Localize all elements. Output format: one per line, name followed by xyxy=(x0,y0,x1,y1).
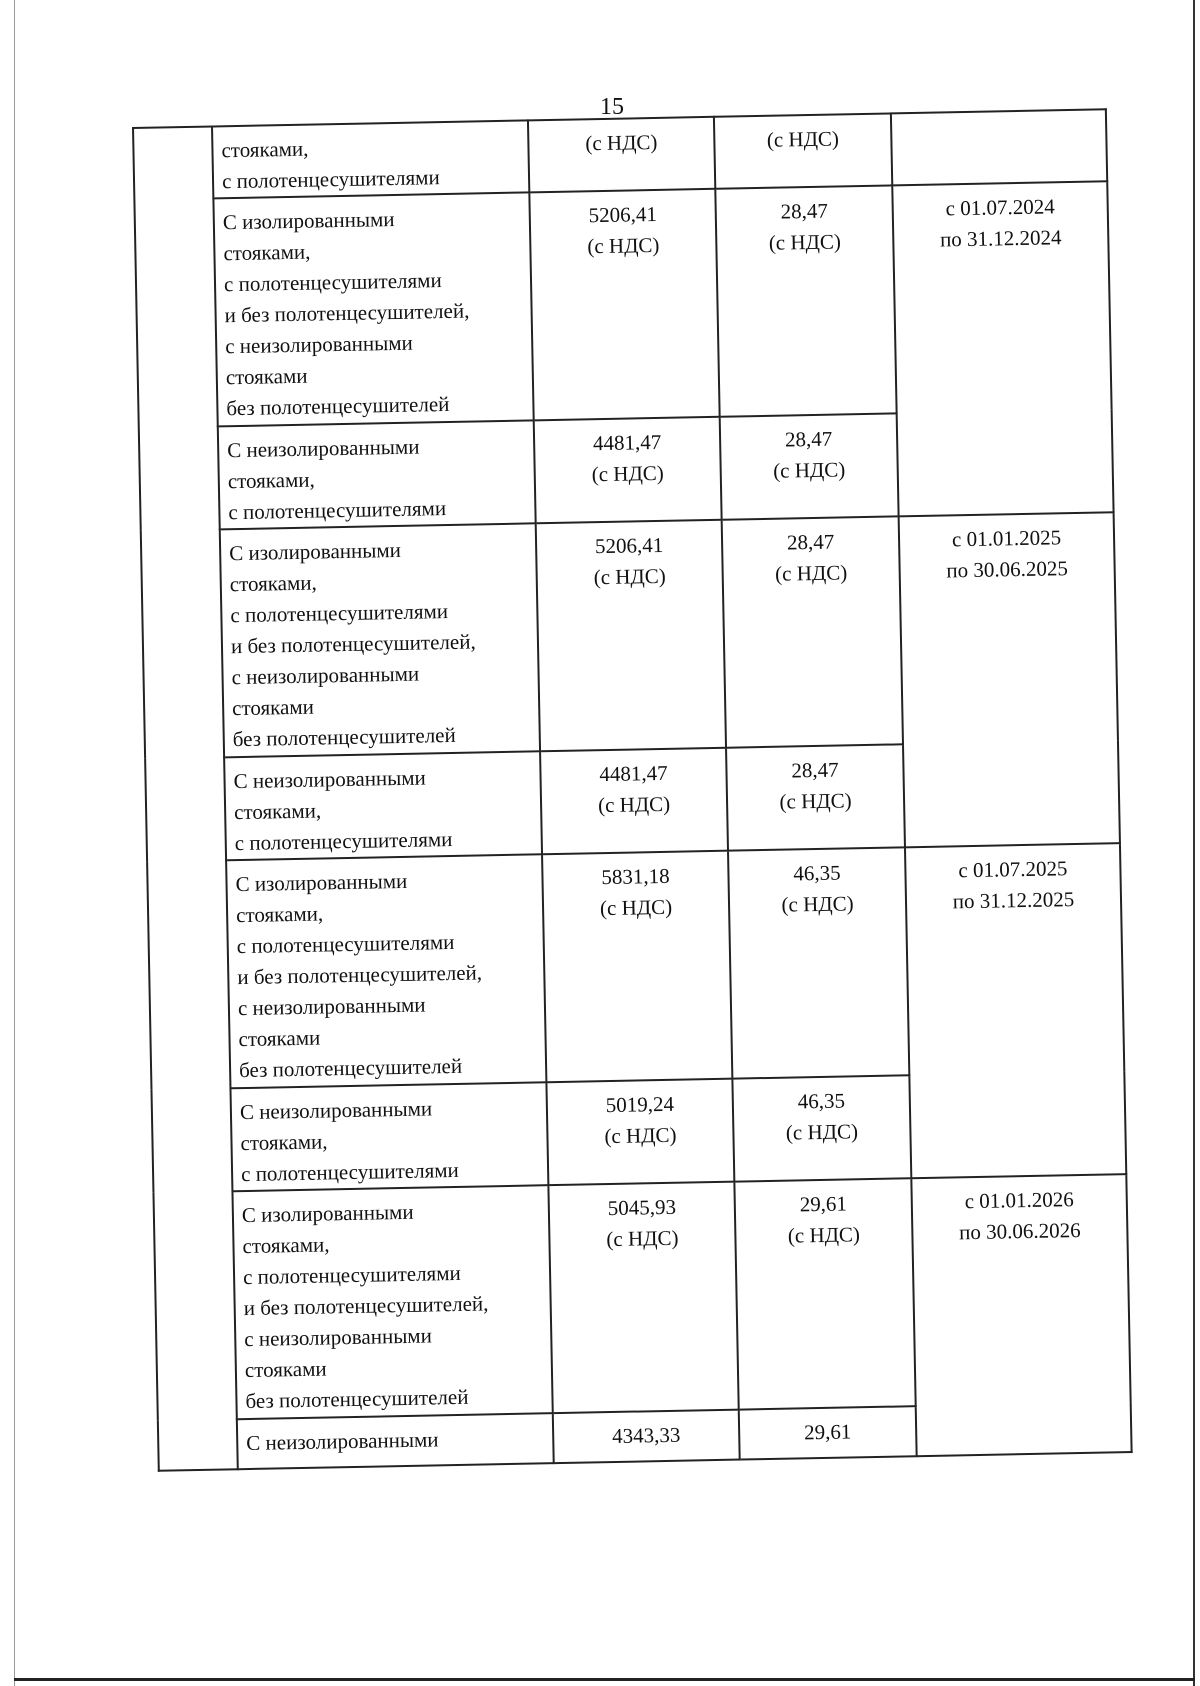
cell-line: (с НДС) xyxy=(787,1222,861,1248)
description-cell xyxy=(232,1185,552,1419)
cell-line: без полотенцесушителей xyxy=(232,722,456,752)
cell-line: с 01.01.2025 xyxy=(951,525,1062,552)
cell-line: стояками, xyxy=(229,570,317,597)
cell-line: 46,35 xyxy=(793,860,841,886)
cell-line: (с НДС) xyxy=(585,129,658,156)
tariff-value-cell xyxy=(529,189,719,421)
cell-line: и без полотенцесушителей, xyxy=(224,298,470,328)
cell-line: (с НДС) xyxy=(604,1122,677,1149)
description-cell xyxy=(237,1413,554,1469)
cell-line: с неизолированными xyxy=(231,661,420,690)
cell-line: с полотенцесушителями xyxy=(240,1157,459,1187)
tariff-component-cell xyxy=(720,413,899,519)
cell-line: с полотенцесушителями xyxy=(221,165,440,194)
tariff-table xyxy=(132,108,1133,1471)
cell-line: стояками xyxy=(225,363,308,390)
tariff-component-cell xyxy=(715,185,896,416)
cell-line: 28,47 xyxy=(780,198,829,224)
cell-line: стояками, xyxy=(221,136,309,163)
cell-line: С неизолированными xyxy=(246,1427,439,1456)
tariff-component-cell xyxy=(726,744,905,850)
description-cell xyxy=(213,192,533,426)
cell-line: стояками, xyxy=(223,239,311,266)
cell-line: (с НДС) xyxy=(593,563,666,590)
tariff-value-cell xyxy=(553,1410,740,1464)
cell-line: С изолированными xyxy=(241,1199,414,1228)
tariff-value-cell xyxy=(546,1079,734,1186)
table-row xyxy=(153,1174,1130,1421)
cell-line: С изолированными xyxy=(235,868,408,897)
cell-line: 5045,93 xyxy=(607,1194,677,1221)
period-cell xyxy=(899,512,1120,847)
period-cell xyxy=(911,1174,1131,1456)
cell-line: с полотенцесушителями xyxy=(230,599,449,628)
cell-line: стояками, xyxy=(233,798,322,825)
cell-line: (с НДС) xyxy=(766,126,840,152)
cell-line: с неизолированными xyxy=(237,992,426,1021)
cell-line: стояками xyxy=(238,1025,321,1052)
cell-line: по 31.12.2024 xyxy=(939,225,1062,252)
tariff-value-cell xyxy=(540,748,728,855)
cell-line: и без полотенцесушителей, xyxy=(237,960,483,990)
scan-edge-right xyxy=(1193,0,1195,1686)
description-cell xyxy=(230,1082,548,1191)
table-row xyxy=(141,512,1118,759)
scan-edge-bottom xyxy=(14,1678,1195,1681)
cell-line: (с НДС) xyxy=(591,460,664,487)
cell-line: (с НДС) xyxy=(587,232,660,259)
scan-edge-left xyxy=(14,0,15,1686)
cell-line: по 31.12.2025 xyxy=(952,887,1075,914)
period-cell xyxy=(905,843,1126,1178)
tariff-component-cell xyxy=(728,847,909,1078)
cell-line: без полотенцесушителей xyxy=(238,1053,463,1083)
cell-line: (с НДС) xyxy=(781,891,854,917)
cell-line: (с НДС) xyxy=(597,791,671,818)
cell-line: по 30.06.2026 xyxy=(958,1217,1081,1245)
cell-line: 5206,41 xyxy=(588,201,658,228)
tariff-component-cell xyxy=(734,1178,915,1409)
tariff-component-cell xyxy=(714,113,892,188)
cell-line: с 01.01.2026 xyxy=(964,1187,1075,1214)
cell-line: 4481,47 xyxy=(599,760,668,787)
cell-line: стояками, xyxy=(240,1129,328,1156)
cell-line: 29,61 xyxy=(803,1419,852,1445)
description-cell xyxy=(224,751,542,860)
cell-line: (с НДС) xyxy=(785,1119,859,1145)
cell-line: (с НДС) xyxy=(606,1225,679,1252)
cell-line: (с НДС) xyxy=(774,560,848,586)
table-row xyxy=(134,181,1111,428)
cell-line: по 30.06.2025 xyxy=(946,556,1069,583)
description-cell xyxy=(220,523,540,757)
cell-line: с неизолированными xyxy=(224,330,413,359)
table-row xyxy=(147,843,1124,1090)
cell-line: стояками xyxy=(231,694,315,721)
cell-line: стояками xyxy=(244,1356,327,1383)
cell-line: с 01.07.2025 xyxy=(958,856,1068,883)
cell-line: С изолированными xyxy=(228,537,402,566)
description-cell xyxy=(218,420,536,529)
cell-line: (с НДС) xyxy=(772,457,846,483)
cell-line: с полотенцесушителями xyxy=(242,1260,461,1290)
cell-line: 28,47 xyxy=(784,426,833,452)
cell-line: 4343,33 xyxy=(611,1422,681,1449)
cell-line: 46,35 xyxy=(797,1088,846,1114)
tariff-value-cell xyxy=(536,520,726,752)
cell-line: С неизолированными xyxy=(226,434,420,463)
tariff-component-cell xyxy=(732,1075,911,1181)
period-cell xyxy=(892,181,1113,516)
cell-line: 28,47 xyxy=(791,757,839,783)
tariff-table-wrapper xyxy=(132,108,1133,1471)
cell-line: 5206,41 xyxy=(594,532,664,559)
cell-line: стояками, xyxy=(227,467,316,494)
cell-line: С изолированными xyxy=(222,206,395,235)
description-cell xyxy=(212,120,529,198)
period-cell xyxy=(891,109,1107,185)
cell-line: стояками, xyxy=(242,1232,330,1259)
cell-line: (с НДС) xyxy=(599,894,673,921)
cell-line: без полотенцесушителей xyxy=(245,1384,469,1414)
cell-line: С неизолированными xyxy=(239,1096,433,1125)
tariff-component-cell xyxy=(722,516,903,747)
cell-line: с полотенцесушителями xyxy=(234,826,453,856)
cell-line: с полотенцесушителями xyxy=(223,268,442,297)
cell-line: стояками, xyxy=(235,901,324,928)
cell-line: с неизолированными xyxy=(244,1323,433,1352)
cell-line: 4481,47 xyxy=(592,429,662,456)
tariff-value-cell xyxy=(548,1182,738,1414)
cell-line: и без полотенцесушителей, xyxy=(230,629,476,659)
cell-line: с 01.07.2024 xyxy=(945,194,1055,221)
cell-line: с полотенцесушителями xyxy=(236,929,455,959)
page-number: 15 xyxy=(600,94,624,120)
tariff-value-cell xyxy=(542,851,732,1083)
cell-line: (с НДС) xyxy=(768,229,842,255)
cell-line: С неизолированными xyxy=(233,765,427,794)
tariff-component-cell xyxy=(739,1406,917,1459)
cell-line: и без полотенцесушителей, xyxy=(243,1291,489,1321)
cell-line: 5019,24 xyxy=(605,1091,675,1118)
cell-line: 5831,18 xyxy=(601,863,670,890)
cell-line: 29,61 xyxy=(799,1191,848,1217)
tariff-value-cell xyxy=(528,117,715,193)
cell-line: (с НДС) xyxy=(779,788,852,814)
description-cell xyxy=(226,854,546,1088)
cell-line: с полотенцесушителями xyxy=(228,496,447,525)
tariff-value-cell xyxy=(534,417,722,524)
cell-line: без полотенцесушителей xyxy=(226,391,450,421)
cell-line: 28,47 xyxy=(786,529,835,555)
